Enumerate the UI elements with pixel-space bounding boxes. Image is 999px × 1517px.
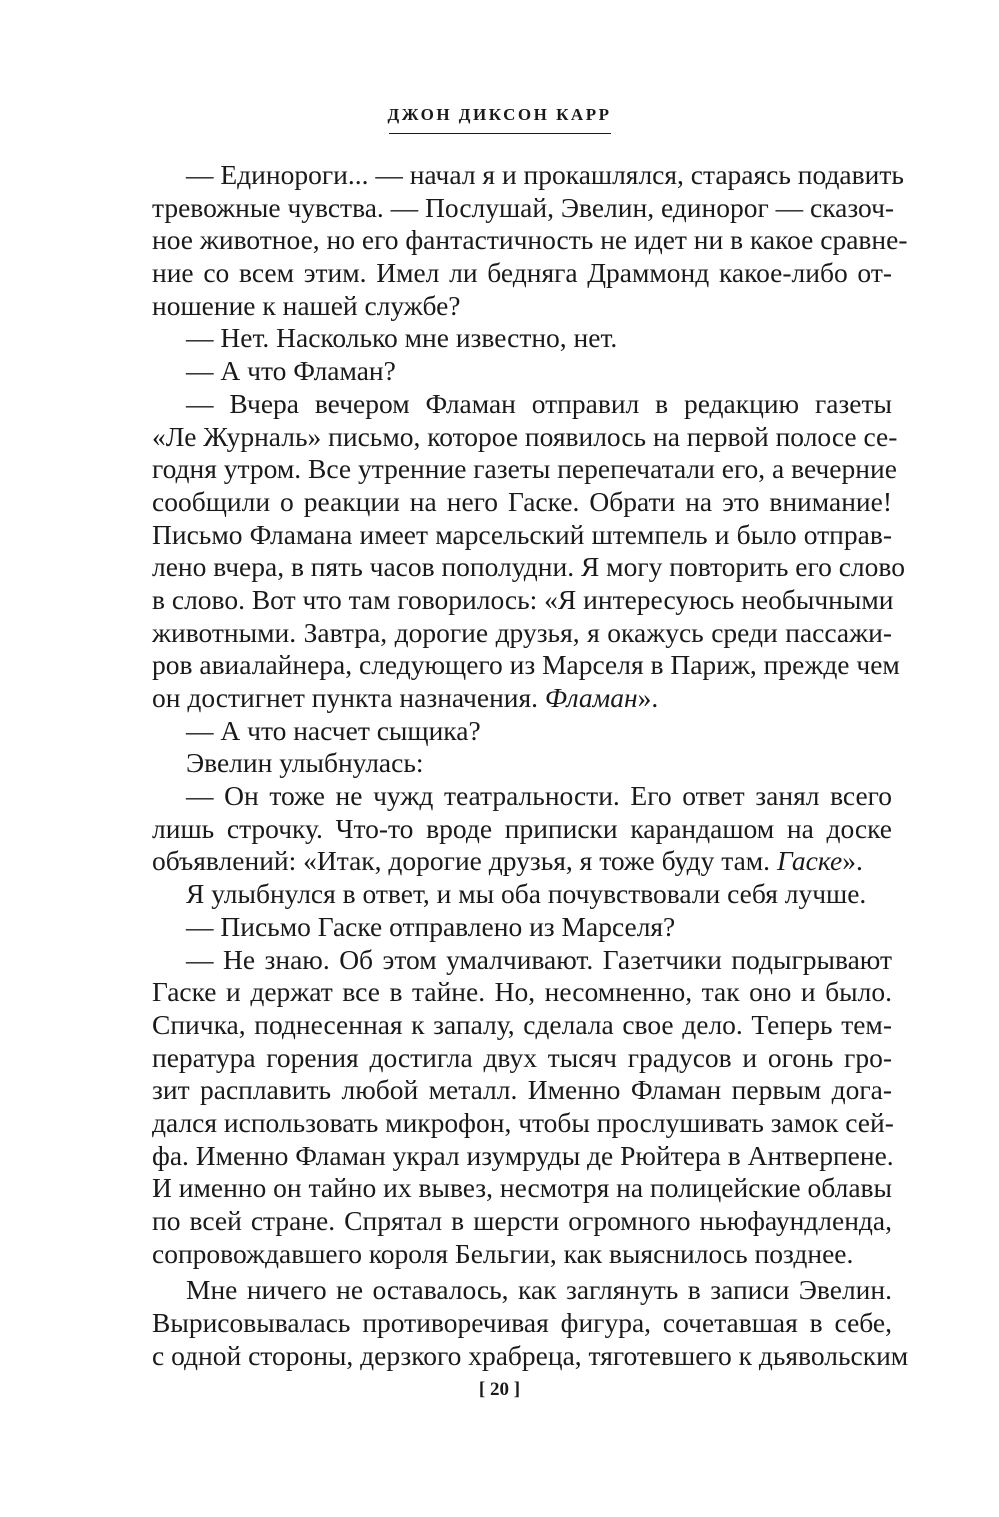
body-text xyxy=(152,159,909,1372)
text-segment: он достигнет пункта назначения. xyxy=(152,682,539,713)
text-line: Я улыбнулся в ответ, и мы оба почувствовали себя лучше. xyxy=(186,878,867,910)
text-line: — Нет. Насколько мне известно, нет. xyxy=(186,322,618,354)
text-line: ров авиалайнера, следующего из Марселя в Париж, прежде чем xyxy=(152,649,900,681)
text-line: — Единороги... — начал я и прокашлялся, стараясь подавить xyxy=(186,159,904,190)
text-line: Гаске и держат все в тайне. Но, несомненно, так оно и было. xyxy=(152,976,892,1008)
text-line: — Вчера вечером Фламан отправил в редакцию газеты xyxy=(186,387,892,419)
text-line: — Не знаю. Об этом умалчивают. Газетчики подыгрывают xyxy=(186,943,892,975)
text-line: «Ле Журналь» письмо, которое появилось на первой полосе се- xyxy=(152,420,898,452)
text-line: по всей стране. Спрятал в шерсти огромного ньюфаундленда, xyxy=(152,1205,892,1236)
running-title: ДЖОН ДИКСОН КАРР xyxy=(387,105,612,124)
text-line: зит расплавить любой металл. Именно Фламан первым дога- xyxy=(152,1074,892,1106)
text-line: годня утром. Все утренние газеты перепечатали его, а вечерние xyxy=(152,453,897,485)
text-line: Мне ничего не оставалось, как заглянуть в записи Эвелин. xyxy=(186,1274,892,1306)
text-line: И именно он тайно их вывез, несмотря на полицейские облавы xyxy=(152,1172,892,1204)
text-line: сообщили о реакции на него Гаске. Обрати на это внимание! xyxy=(152,485,892,517)
signature-gaske: Гаске xyxy=(776,845,843,877)
text-line: ние со всем этим. Имел ли бедняга Драммонд какое-либо от- xyxy=(152,257,892,289)
text-line: Вырисовывалась противоречивая фигура, сочетавшая в себе, xyxy=(152,1307,892,1339)
text-line: в слово. Вот что там говорилось: «Я интересуюсь необычными xyxy=(152,583,894,615)
text-line xyxy=(152,845,892,878)
header-rule xyxy=(389,133,611,134)
text-segment: ». xyxy=(842,845,863,877)
text-line: — А что Фламан? xyxy=(186,355,396,387)
text-line: Спичка, поднесенная к запалу, сделала свое дело. Теперь тем- xyxy=(152,1008,892,1040)
text-line: ношение к нашей службе? xyxy=(152,289,461,321)
signature-flaman: Фламан xyxy=(544,682,638,713)
text-segment: объявлений: «Итак, дорогие друзья, я тоже буду там. xyxy=(152,845,771,877)
text-line: — А что насчет сыщика? xyxy=(186,714,481,746)
text-line xyxy=(152,682,892,715)
text-line: дался использовать микрофон, чтобы прослушивать замок сей- xyxy=(152,1106,894,1138)
text-line: лено вчера, в пять часов пополудни. Я могу повторить его слово xyxy=(152,551,905,583)
text-line: Эвелин улыбнулась: xyxy=(186,747,424,779)
running-header xyxy=(0,104,999,134)
text-line: — Он тоже не чужд театральности. Его ответ занял всего xyxy=(186,780,892,812)
text-line: с одной стороны, дерзкого храбреца, тяготевшего к дьявольским xyxy=(152,1339,909,1371)
text-line: животными. Завтра, дорогие друзья, я окажусь среди пассажи- xyxy=(152,616,892,648)
text-line: тревожные чувства. — Послушай, Эвелин, единорог — сказоч- xyxy=(152,191,895,223)
text-line: ное животное, но его фантастичность не идет ни в какое сравне- xyxy=(152,224,908,256)
text-line: фа. Именно Фламан украл изумруды де Рюйтера в Антверпене. xyxy=(152,1139,894,1171)
text-segment: ». xyxy=(637,682,659,713)
page-number: [ 20 ] xyxy=(478,1379,521,1400)
text-line: — Письмо Гаске отправлено из Марселя? xyxy=(186,910,676,942)
text-line: лишь строчку. Что-то вроде приписки карандашом на доске xyxy=(152,812,892,844)
text-line: пература горения достигла двух тысяч градусов и огонь гро- xyxy=(152,1041,892,1073)
text-line: сопровождавшего короля Бельгии, как выяснилось позднее. xyxy=(152,1237,854,1269)
text-line: Письмо Фламана имеет марсельский штемпель и было отправ- xyxy=(152,518,892,550)
